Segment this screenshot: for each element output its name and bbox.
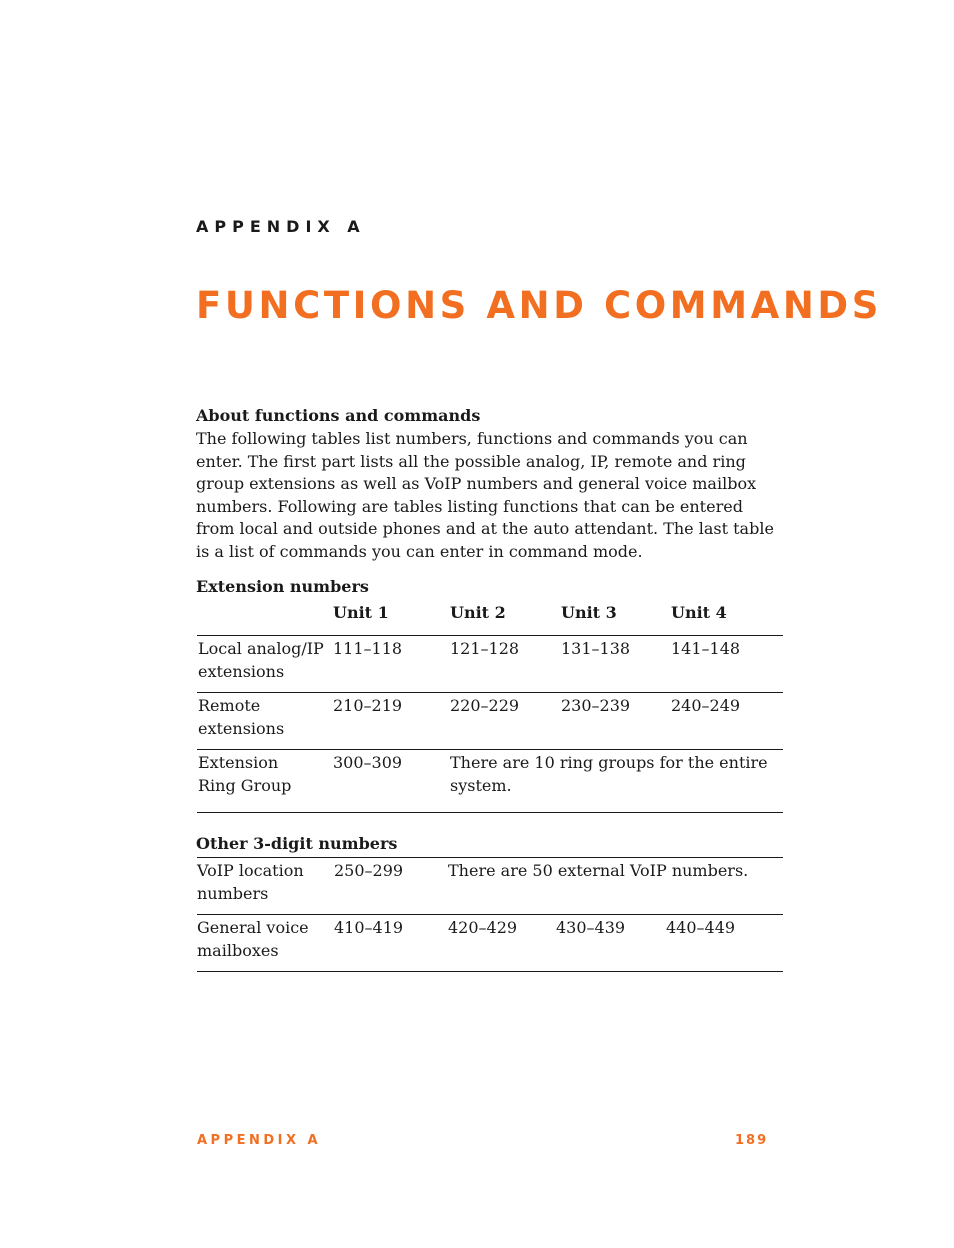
page-number: 189 bbox=[735, 1133, 769, 1148]
row-label-line: extensions bbox=[198, 661, 285, 681]
row-label-line: Local analog/IP bbox=[198, 639, 324, 658]
table-rule bbox=[197, 857, 783, 858]
row-label-line: extensions bbox=[198, 718, 285, 738]
unit-1-value: 300–309 bbox=[333, 753, 403, 772]
row-label-line: Extension bbox=[198, 753, 279, 772]
table-row bbox=[197, 917, 783, 971]
table-row bbox=[198, 638, 783, 692]
unit-2-value: 220–229 bbox=[450, 696, 520, 715]
row-label-line: numbers bbox=[197, 883, 269, 903]
about-heading: About functions and commands bbox=[196, 406, 481, 425]
column-header-unit-3: Unit 3 bbox=[561, 603, 617, 622]
row-label-line: VoIP location bbox=[197, 861, 304, 880]
row-label bbox=[198, 752, 291, 797]
unit-3-value: 131–138 bbox=[561, 639, 631, 658]
column-header-unit-2: Unit 2 bbox=[450, 603, 506, 622]
unit-3-value: 230–239 bbox=[561, 696, 631, 715]
footer-appendix-label: APPENDIX A bbox=[197, 1133, 322, 1148]
note-line: There are 10 ring groups for the entire bbox=[450, 753, 768, 772]
table-row bbox=[198, 752, 783, 810]
unit-4-value: 240–249 bbox=[671, 696, 741, 715]
row-label-line: Ring Group bbox=[198, 775, 292, 795]
table-rule bbox=[197, 971, 783, 972]
extension-numbers-heading: Extension numbers bbox=[196, 577, 369, 596]
voip-note: There are 50 external VoIP numbers. bbox=[448, 861, 749, 880]
table-rule bbox=[197, 914, 783, 915]
about-body: The following tables list numbers, functions and commands you can enter. The first part lists all the possible analog, IP, remote and ring group extensions as well as VoIP numbers and general voice mailbox numbers. Following are tables listing functions that can be entered from local and outside phones and at the auto attendant. The last table is a list of commands you can enter in command mode. bbox=[196, 429, 774, 561]
unit-3-value: 430–439 bbox=[556, 918, 626, 937]
table-rule bbox=[197, 635, 783, 636]
table-rule bbox=[197, 749, 783, 750]
unit-1-value: 210–219 bbox=[333, 696, 403, 715]
row-label bbox=[197, 917, 309, 962]
page-title: FUNCTIONS AND COMMANDS bbox=[196, 284, 882, 327]
unit-4-value: 440–449 bbox=[666, 918, 736, 937]
row-label bbox=[198, 638, 324, 683]
unit-4-value: 141–148 bbox=[671, 639, 741, 658]
note-line: system. bbox=[450, 775, 512, 795]
unit-1-value: 111–118 bbox=[333, 639, 403, 658]
unit-2-value: 121–128 bbox=[450, 639, 520, 658]
table-rule bbox=[197, 692, 783, 693]
table-row bbox=[198, 695, 783, 749]
row-label-line: mailboxes bbox=[197, 940, 279, 960]
row-label bbox=[197, 860, 304, 905]
column-header-unit-1: Unit 1 bbox=[333, 603, 389, 622]
row-label bbox=[198, 695, 284, 740]
unit-1-value: 250–299 bbox=[334, 861, 404, 880]
table-rule bbox=[197, 812, 783, 813]
unit-2-value: 420–429 bbox=[448, 918, 518, 937]
row-label-line: General voice bbox=[197, 918, 309, 937]
row-label-line: Remote bbox=[198, 696, 261, 715]
table-row bbox=[197, 860, 783, 914]
ring-group-note bbox=[450, 752, 768, 797]
column-header-unit-4: Unit 4 bbox=[671, 603, 727, 622]
unit-1-value: 410–419 bbox=[334, 918, 404, 937]
other-numbers-heading: Other 3-digit numbers bbox=[196, 834, 398, 853]
appendix-kicker: APPENDIX A bbox=[196, 217, 366, 236]
